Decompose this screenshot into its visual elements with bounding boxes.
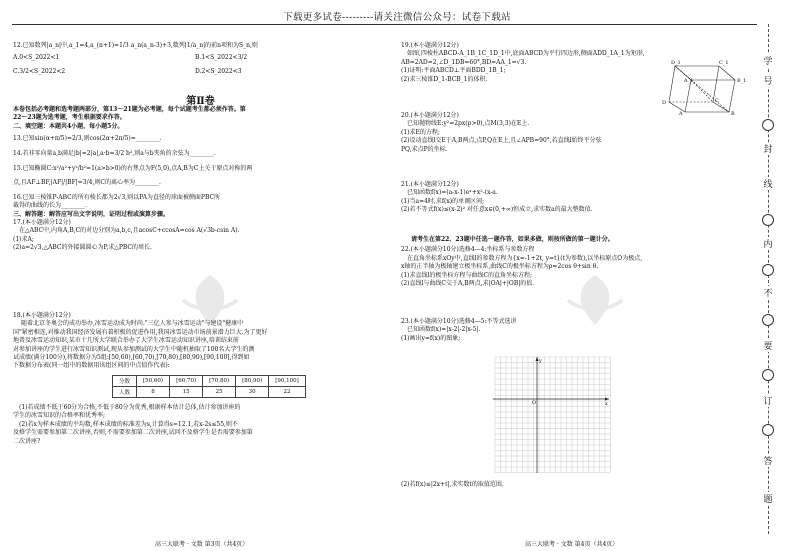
binding-char: 号 (759, 74, 777, 87)
origin-label: O (532, 400, 537, 406)
q12-option-b: B.1<S_2022<3/2 (195, 54, 248, 62)
q14: 14.若非零向量a,b满足|b|=2|a|,a·b=3/2 b²,则a与b夹角的余弦为________. (13, 149, 216, 157)
binding-char: 要 (759, 339, 777, 352)
q22-line-2: x轴的正半轴为极轴建立极坐标系,曲线C的极坐标方程为ρ=2cos θ+sin θ. (401, 263, 599, 271)
binding-char: 题 (759, 492, 777, 505)
download-banner: 下载更多试卷---------请关注微信公众号：试卷下载站 (283, 12, 511, 23)
choice-notice: 请考生在第22、23题中任选一题作答，如果多做，则按所做的第一题计分。 (411, 236, 614, 243)
binding-char: 线 (759, 177, 777, 190)
q23-stem: 已知函数f(x)=|x-2|-2|x-5|. (407, 326, 481, 334)
page-footer-left: 高三大联考 · 文数 第3页（共4页） (155, 541, 249, 548)
q18-line-4: 对参加讲座的学生进行冰雪知识测试,现从参加测试的大学生中随机抽取了100名大学生的测 (13, 345, 255, 353)
binding-char: 学 (759, 54, 777, 67)
q18-part-1a: (1)若成绩不低于60分为合格,不低于80分为优秀,根据样本估计总体,估计参加讲座的 (19, 404, 241, 411)
table-cell: 30 (236, 387, 269, 398)
prism-figure (657, 58, 747, 116)
label-c1: C_1 (719, 60, 729, 66)
q20-stem: 已知抛物线E:y²=2px(p>0),点M(3,3)在E上. (407, 120, 530, 128)
q21-part-1: (1)当a=4时,求f(x)的单调区间; (401, 197, 485, 205)
q18-parts (13, 404, 388, 446)
q23-part-2: (2)若f(x)≤|2x+t|,求实数t的取值范围. (401, 481, 504, 488)
q19-part-1: (1)证明:平面ABCD⊥平面BDD_1B_1; (401, 67, 506, 75)
label-b1: B_1 (737, 78, 747, 84)
q21-title: 21.(本小题满分12分) (401, 181, 459, 188)
q12-stem: 12.已知数列|a_n|中,a_1=4,a_(n+1)=1/3 a_n(a_n-3)+3,数列|1/a_n|的前n项和为S_n,则 (13, 42, 258, 49)
binding-hole-icon (762, 424, 774, 436)
binding-margin (748, 24, 794, 534)
binding-char: 不 (759, 286, 777, 299)
page-footer-right: 高三大联考 · 文数 第4页（共4页） (525, 541, 619, 548)
q15-line-2: 点,且AF⊥BF,|AF|/|BF|=3/4,则C的离心率为________. (13, 179, 161, 187)
section-title: 第Ⅱ卷 (186, 96, 215, 107)
table-header-row (113, 376, 306, 387)
table-cell: 人数 (113, 387, 137, 398)
q21-part-2: (2)若不等式f(x)≤(x-2)² 对任意x∈(0,+∞)恒成立,求实数a的最大整数值. (401, 206, 593, 214)
q16-line-2: 截得的曲线的长为________. (13, 202, 87, 210)
table-cell: [70,80) (203, 376, 236, 387)
q20-block (401, 112, 746, 154)
q17-part-1: (1)求A; (13, 235, 34, 243)
label-d1: D_1 (671, 60, 681, 66)
q21-stem: 已知函数f(x)=(a-x-1)eˣ+x²-(x-a. (407, 189, 498, 197)
left-intro (13, 106, 388, 253)
q12-option-d: D.2<S_2022<3 (195, 67, 242, 75)
x-axis-label: x (605, 401, 608, 407)
q22-part-1: (1)求直线l的极坐标方程与曲线C的直角坐标方程; (401, 271, 533, 279)
q12-option-a: A.0<S_2022<1 B.1<S_2022<3/2 (13, 54, 248, 62)
q18-part-2b: 及格学生需要参加第二次讲座,否则,不需要参加第二次讲座,试问不及格学生是否需要参加第 (13, 429, 253, 437)
label-c: C (715, 98, 719, 104)
watermark-logo-icon (175, 270, 245, 330)
q20-part-2b: PQ,求点P的坐标. (401, 145, 448, 153)
binding-char: 内 (759, 237, 777, 250)
table-cell: 22 (269, 387, 306, 398)
binding-hole-icon (762, 214, 774, 226)
q23-title: 23.(本小题满分10分)选修4—5:不等式选讲 (401, 318, 517, 325)
q22-part-2: (2)直线l与曲线C交于A,B两点,求|OA|+|OB|的值. (401, 280, 535, 288)
q18-line-5: 试成绩(满分100分),将数据分为5组:[50,60),[60,70),[70,80),[80,90),[90,100],得到如 (13, 354, 250, 362)
q21-block (401, 181, 746, 215)
binding-hole-icon (762, 314, 774, 326)
solve-heading: 三、解答题：解答应写出文字说明，证明过程或演算步骤。 (13, 210, 170, 218)
q23-part-2-block (401, 481, 746, 489)
coordinate-grid (493, 355, 611, 473)
table-cell: [50,60) (137, 376, 170, 387)
table-cell: [60,70) (170, 376, 203, 387)
table-cell: 分数 (113, 376, 137, 387)
binding-char: 封 (759, 142, 777, 155)
q18-line-3: 地普及冰雪运动知识,某市十几所大学联合举办了大学生冰雪运动知识讲座,培训结束前 (13, 337, 239, 345)
q18-part-1b: 学生的冰雪知识的合格率和优秀率; (13, 412, 106, 420)
label-a1: A_1 (684, 78, 694, 84)
binding-hole-icon (762, 264, 774, 276)
q19-part-2: (2)求三棱锥D_1-BCB_1的体积. (401, 75, 488, 83)
table-cell: 8 (137, 387, 170, 398)
q19-line-1: 如图,四棱柱ABCD-A_1B_1C_1D_1中,底面ABCD为平行四边形,侧面ADD_1A_1为矩形, (407, 50, 645, 58)
q18-line-1: 随着北京冬奥会的成功举办,冰雪运动成为时尚."三亿人参与冰雪运动"与建设"健康中 (21, 320, 244, 328)
q18-line-2: 国"紧密相连,对推动我国经济发展有着积极的促进作用,我国冰雪运动市场前景潜力巨大.为了更好 (13, 328, 268, 336)
q12-option-c: C.3/2<S_2022<2 D.2<S_2022<3 (13, 67, 242, 75)
intro-line-2: 22～23题为选考题，考生根据要求作答。 (13, 114, 126, 122)
q17-title: 17.(本小题满分12分) (13, 219, 71, 227)
q22-title: 22.(本小题满分10分)选修4—4:坐标系与参数方程 (401, 246, 535, 254)
q20-title: 20.(本小题满分12分) (401, 112, 459, 119)
q22-line-1: 在直角坐标系xOy中,直线l的参数方程为{x=-1+2t, y=t}(t为参数),以坐标原点O为极点, (407, 254, 643, 262)
q18-part-2c: 二次讲座? (13, 437, 41, 445)
label-d: D (662, 100, 667, 106)
table-cell: 25 (203, 387, 236, 398)
binding-hole-icon (762, 119, 774, 131)
q13: 13.已知sin(α+π/5)=2/3,则cos(2α+2π/5)=________. (13, 135, 162, 143)
watermark-logo-icon (560, 270, 630, 330)
q18-part-2a: (2)若x为样本成绩的平均数,样本成绩的标准差为s,计算得s≈12.1,若x-2s≤55,则不 (19, 420, 238, 428)
q19-line-2: AB=2AD=2,∠D_1DB=60°,BD=AA_1=√3. (401, 58, 527, 66)
label-b: B (731, 111, 735, 116)
table-cell: [90,100] (269, 376, 306, 387)
q17-stem: 在△ABC中,内角A,B,C的对边分别为a,b,c,且acosC+ccosA=cos A(√3b-csin A). (19, 227, 240, 235)
binding-char: 答 (759, 454, 777, 467)
binding-hole-icon (762, 369, 774, 381)
header-divider (12, 24, 757, 25)
q16-line-1: 16.已知三棱锥P-ABC的所有棱长都为2√3,则以PA为直径的球面被侧面PBC所 (13, 193, 221, 201)
q20-part-2a: (2)设动直线l交E于A,B两点,点P,Q在E上,且∠APB=90°,若直线l始终平分弦 (401, 137, 602, 145)
q20-part-1: (1)求E的方程; (401, 128, 440, 136)
q17-part-2: (2)a=2√3,△ABC的外接圆圆心为P,求△PBC的周长. (13, 244, 152, 252)
y-axis-label: y (539, 358, 542, 364)
table-row (113, 387, 306, 398)
q18-line-6: 下数据分布表(同一组中的数据用该组区间的中点值作代表): (13, 362, 170, 370)
binding-char: 订 (759, 394, 777, 407)
q18-title: 18.(本小题满分12分) (13, 312, 71, 319)
table-cell: [80,90) (236, 376, 269, 387)
q15-line-1: 15.已知椭圆C:x²/a²+y²/b²=1(a>b>0)的右焦点为F(5,0),点A,B为C上关于原点对称的两 (13, 165, 253, 173)
q19-title: 19.(本小题满分12分) (401, 42, 459, 49)
intro-line-1: 本卷包括必考题和选考题两部分，第13～21题为必考题，每个试题考生都必须作答。第 (13, 106, 246, 113)
score-distribution-table (112, 375, 306, 398)
left-column (13, 42, 388, 76)
q23-part-1: (1)画出y=f(x)的图象; (401, 334, 461, 342)
label-a: A (679, 111, 683, 116)
table-cell: 15 (170, 387, 203, 398)
fill-blank-heading: 二、填空题：本题共4小题，每小题5分。 (13, 122, 124, 130)
